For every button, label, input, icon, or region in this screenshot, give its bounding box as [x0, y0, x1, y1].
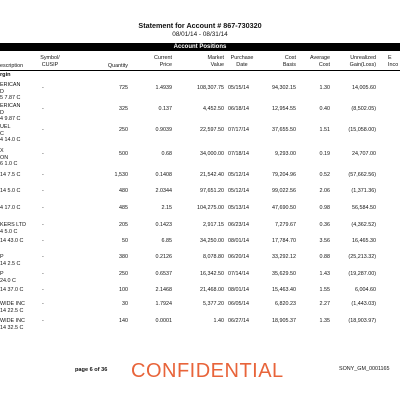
position-average-cost: 2.06 [319, 188, 330, 194]
position-market-value: 21,468.00 [200, 287, 224, 293]
position-average-cost: 3.56 [319, 238, 330, 244]
col-header-income: E Inco [388, 55, 399, 68]
position-symbol: - [42, 205, 44, 211]
position-quantity: 325 [119, 106, 128, 112]
position-price: 0.137 [158, 106, 172, 112]
position-cost-basis: 6,820.23 [275, 301, 296, 307]
account-type-label: rgin [0, 72, 11, 78]
position-cost-basis: 33,292.12 [272, 254, 296, 260]
position-average-cost: 0.52 [319, 172, 330, 178]
position-cost-basis: 12,954.55 [272, 106, 296, 112]
position-cost-basis: 79,204.96 [272, 172, 296, 178]
statement-period: 08/01/14 - 08/31/14 [172, 31, 228, 38]
position-description: WIDE INC 14 32.5 C [0, 318, 25, 331]
col-header-purchase-date: Purchase Date [230, 55, 254, 68]
position-cost-basis: 15,463.40 [272, 287, 296, 293]
position-gain-loss: (57,662.56) [348, 172, 376, 178]
position-gain-loss: (19,287.00) [348, 271, 376, 277]
position-quantity: 30 [122, 301, 128, 307]
col-header-symbol: Symbol/ CUSIP [40, 55, 60, 68]
position-price: 0.2126 [155, 254, 172, 260]
position-quantity: 485 [119, 205, 128, 211]
position-average-cost: 1.43 [319, 271, 330, 277]
position-description: P 24.0 C [0, 271, 16, 284]
position-description: WIDE INC 14 22.5 C [0, 301, 25, 314]
position-quantity: 500 [119, 151, 128, 157]
position-average-cost: 2.27 [319, 301, 330, 307]
position-cost-basis: 9,293.00 [275, 151, 296, 157]
position-purchase-date: 05/12/14 [228, 188, 249, 194]
position-price: 0.1408 [155, 172, 172, 178]
position-price: 0.0001 [155, 318, 172, 324]
position-market-value: 16,342.50 [200, 271, 224, 277]
position-symbol: - [42, 271, 44, 277]
position-gain-loss: 14,005.60 [352, 85, 376, 91]
position-purchase-date: 06/23/14 [228, 222, 249, 228]
position-average-cost: 0.98 [319, 205, 330, 211]
position-price: 0.6537 [155, 271, 172, 277]
position-description: P 14 2.5 C [0, 254, 21, 267]
position-price: 0.1423 [155, 222, 172, 228]
position-average-cost: 1.55 [319, 287, 330, 293]
statement-title: Statement for Account # 867-730320 [138, 21, 262, 30]
position-description: UEL C 4 14.0 C [0, 124, 21, 144]
bates-number: SONY_GM_0001165 [339, 366, 390, 372]
position-market-value: 108,307.75 [197, 85, 224, 91]
position-average-cost: 0.19 [319, 151, 330, 157]
position-price: 2.0344 [155, 188, 172, 194]
position-gain-loss: (25,213.32) [348, 254, 376, 260]
position-cost-basis: 17,784.70 [272, 238, 296, 244]
position-quantity: 480 [119, 188, 128, 194]
position-cost-basis: 18,905.37 [272, 318, 296, 324]
position-symbol: - [42, 254, 44, 260]
position-gain-loss: 16,465.30 [352, 238, 376, 244]
position-gain-loss: 6,004.60 [355, 287, 376, 293]
position-description: ERICAN D 4 9.87 C [0, 103, 21, 123]
position-symbol: - [42, 287, 44, 293]
position-description: 14 43.0 C [0, 238, 24, 244]
position-gain-loss: (1,443.03) [351, 301, 376, 307]
position-average-cost: 0.40 [319, 106, 330, 112]
position-market-value: 97,651.20 [200, 188, 224, 194]
position-gain-loss: (15,058.00) [348, 127, 376, 133]
position-price: 1.7924 [155, 301, 172, 307]
position-market-value: 8,078.80 [203, 254, 224, 260]
col-header-quantity: Quantity [107, 63, 128, 69]
position-cost-basis: 37,655.50 [272, 127, 296, 133]
position-average-cost: 1.51 [319, 127, 330, 133]
position-purchase-date: 05/13/14 [228, 205, 249, 211]
position-average-cost: 1.35 [319, 318, 330, 324]
position-price: 0.68 [161, 151, 172, 157]
position-quantity: 250 [119, 127, 128, 133]
position-cost-basis: 94,302.15 [272, 85, 296, 91]
position-symbol: - [42, 127, 44, 133]
position-price: 2.15 [161, 205, 172, 211]
col-header-market-value: Market Value [207, 55, 224, 68]
position-purchase-date: 05/15/14 [228, 85, 249, 91]
position-purchase-date: 08/01/14 [228, 287, 249, 293]
col-header-average-cost: Average Cost [310, 55, 330, 68]
position-price: 1.4939 [155, 85, 172, 91]
position-symbol: - [42, 188, 44, 194]
position-symbol: - [42, 222, 44, 228]
position-market-value: 4,452.50 [203, 106, 224, 112]
col-header-description: escription [0, 63, 24, 69]
position-cost-basis: 7,279.67 [275, 222, 296, 228]
position-symbol: - [42, 318, 44, 324]
position-purchase-date: 07/17/14 [228, 127, 249, 133]
position-market-value: 22,597.50 [200, 127, 224, 133]
position-purchase-date: 06/20/14 [228, 254, 249, 260]
position-symbol: - [42, 106, 44, 112]
page-number: page 6 of 36 [75, 367, 108, 373]
position-description: 14 7.5 C [0, 172, 21, 178]
position-purchase-date: 08/01/14 [228, 238, 249, 244]
position-cost-basis: 47,690.50 [272, 205, 296, 211]
position-symbol: - [42, 85, 44, 91]
position-gain-loss: (18,903.97) [348, 318, 376, 324]
position-market-value: 34,000.00 [200, 151, 224, 157]
col-header-unrealized-gain-loss: Unrealized Gain(Loss) [349, 55, 376, 68]
col-header-cost-basis: Cost Basis [282, 55, 296, 68]
position-symbol: - [42, 238, 44, 244]
position-description: KERS LTD 4 5.0 C [0, 222, 26, 235]
position-gain-loss: (8,502.05) [351, 106, 376, 112]
position-quantity: 1,530 [114, 172, 128, 178]
position-market-value: 1.40 [213, 318, 224, 324]
position-price: 2.1468 [155, 287, 172, 293]
position-average-cost: 0.88 [319, 254, 330, 260]
position-market-value: 104,275.00 [197, 205, 224, 211]
position-quantity: 100 [119, 287, 128, 293]
position-gain-loss: (1,371.36) [351, 188, 376, 194]
position-purchase-date: 06/05/14 [228, 301, 249, 307]
section-header-account-positions: Account Positions [0, 43, 400, 51]
position-symbol: - [42, 172, 44, 178]
position-quantity: 205 [119, 222, 128, 228]
position-market-value: 21,542.40 [200, 172, 224, 178]
position-purchase-date: 06/18/14 [228, 106, 249, 112]
position-quantity: 140 [119, 318, 128, 324]
position-market-value: 5,377.20 [203, 301, 224, 307]
header-rule [0, 70, 400, 71]
position-gain-loss: 24,707.00 [352, 151, 376, 157]
confidential-stamp: CONFIDENTIAL [131, 360, 284, 382]
position-description: 14 5.0 C [0, 188, 21, 194]
position-price: 6.85 [161, 238, 172, 244]
position-gain-loss: (4,362.52) [351, 222, 376, 228]
position-purchase-date: 07/14/14 [228, 271, 249, 277]
position-average-cost: 0.36 [319, 222, 330, 228]
position-purchase-date: 06/27/14 [228, 318, 249, 324]
position-description: X ON 6 1.0 C [0, 148, 18, 168]
position-cost-basis: 99,022.56 [272, 188, 296, 194]
position-purchase-date: 07/18/14 [228, 151, 249, 157]
position-quantity: 380 [119, 254, 128, 260]
position-description: 14 37.0 C [0, 287, 24, 293]
position-purchase-date: 05/12/14 [228, 172, 249, 178]
position-market-value: 34,250.00 [200, 238, 224, 244]
position-quantity: 250 [119, 271, 128, 277]
position-description: 4 17.0 C [0, 205, 21, 211]
position-quantity: 50 [122, 238, 128, 244]
position-average-cost: 1.30 [319, 85, 330, 91]
position-description: ERICAN D 5 7.87 C [0, 82, 21, 102]
position-symbol: - [42, 151, 44, 157]
position-price: 0.9039 [155, 127, 172, 133]
position-market-value: 2,917.15 [203, 222, 224, 228]
position-symbol: - [42, 301, 44, 307]
position-gain-loss: 56,584.50 [352, 205, 376, 211]
position-cost-basis: 35,629.50 [272, 271, 296, 277]
col-header-current-price: Current Price [154, 55, 172, 68]
position-quantity: 725 [119, 85, 128, 91]
